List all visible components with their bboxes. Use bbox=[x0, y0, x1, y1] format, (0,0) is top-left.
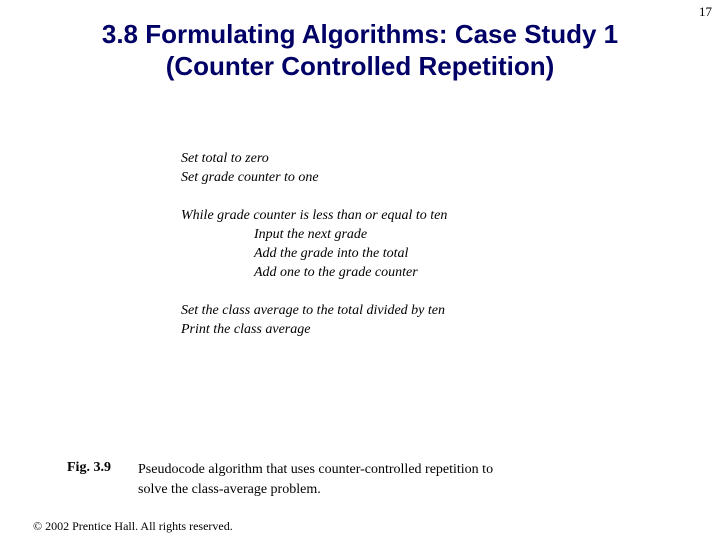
figure-caption bbox=[138, 460, 578, 500]
slide-title bbox=[30, 18, 690, 82]
figure-caption-line-2: solve the class-average problem. bbox=[138, 482, 321, 497]
pseudocode-line: Set the class average to the total divided by ten bbox=[181, 303, 445, 318]
figure-caption-line-1: Pseudocode algorithm that uses counter-controlled repetition to bbox=[138, 462, 494, 477]
pseudocode-line: Add the grade into the total bbox=[254, 246, 409, 261]
pseudocode-while-line: While grade counter is less than or equal to ten bbox=[181, 208, 448, 223]
pseudocode-spacer bbox=[181, 187, 447, 206]
figure-label: Fig. 3.9 bbox=[67, 460, 111, 475]
pseudocode-block bbox=[181, 149, 447, 339]
slide-title-line-1: 3.8 Formulating Algorithms: Case Study 1 bbox=[101, 19, 619, 49]
pseudocode-line: Add one to the grade counter bbox=[254, 265, 418, 280]
page-number: 17 bbox=[699, 4, 712, 19]
slide-title-line-2: (Counter Controlled Repetition) bbox=[165, 51, 555, 81]
copyright-notice: © 2002 Prentice Hall. All rights reserved. bbox=[33, 519, 233, 533]
pseudocode-line: Set grade counter to one bbox=[181, 170, 319, 185]
pseudocode-line: Print the class average bbox=[181, 322, 311, 337]
pseudocode-spacer bbox=[181, 282, 447, 301]
pseudocode-line: Set total to zero bbox=[181, 151, 269, 166]
pseudocode-line: Input the next grade bbox=[254, 227, 368, 242]
